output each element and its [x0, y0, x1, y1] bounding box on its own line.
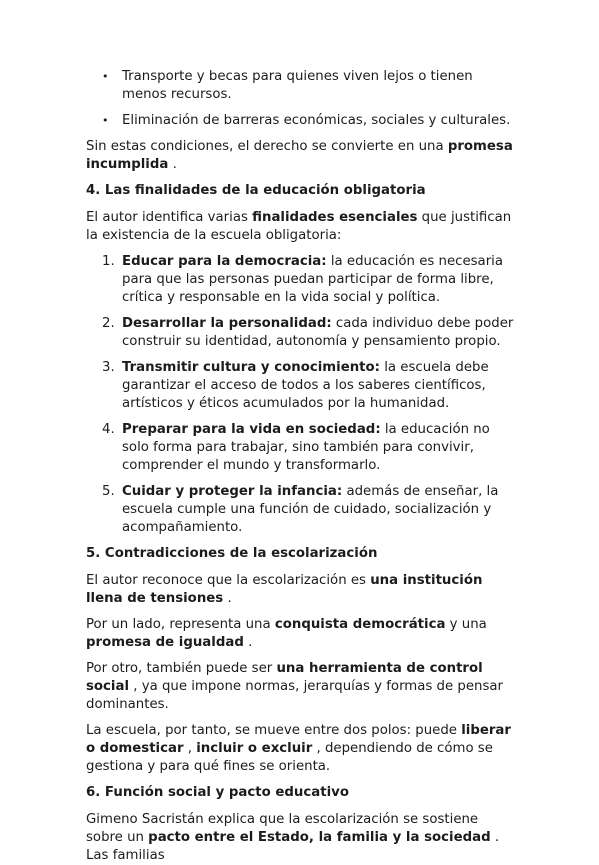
bullet-text: Eliminación de barreras económicas, sociales y culturales.	[122, 113, 511, 128]
text-run: Sin estas condiciones, el derecho se convierte en una	[86, 139, 448, 154]
paragraph-por-un-lado	[86, 616, 519, 652]
text-run: El autor identifica varias	[86, 210, 253, 225]
bold-run: promesa incumplida	[86, 139, 513, 172]
list-item	[86, 112, 519, 130]
text-run: ,	[183, 741, 197, 756]
paragraph-autor-identifica	[86, 209, 519, 245]
text-run: La escuela, por tanto, se mueve entre dos polos: puede	[86, 723, 462, 738]
text-run: Gimeno Sacristán explica que la escolarización se sostiene sobre un	[86, 812, 479, 845]
item-title: Desarrollar la personalidad:	[122, 316, 332, 331]
item-title: Preparar para la vida en sociedad:	[122, 422, 381, 437]
bullet-icon: •	[102, 70, 109, 83]
list-item	[86, 483, 519, 537]
paragraph-la-escuela	[86, 722, 519, 776]
item-text: la educación no solo forma para trabajar, sino también para convivir, comprender el mundo y transformarlo.	[122, 422, 490, 473]
list-item	[86, 421, 519, 475]
bold-run: liberar o domesticar	[86, 723, 511, 756]
text-run: Por un lado, representa una	[86, 617, 275, 632]
bullet-list	[86, 68, 519, 130]
bullet-text: Transporte y becas para quienes viven lejos o tienen menos recursos.	[122, 69, 473, 102]
bold-run: una institución llena de tensiones	[86, 573, 483, 606]
bullet-icon: •	[102, 114, 109, 127]
list-number: 4.	[102, 422, 115, 437]
paragraph-gimeno	[86, 811, 519, 865]
text-run: . Las familias	[86, 830, 500, 863]
text-run: y una	[445, 617, 487, 632]
text-run: .	[243, 635, 253, 650]
list-item	[86, 359, 519, 413]
section-heading-5: 5. Contradicciones de la escolarización	[86, 546, 378, 561]
bold-run: conquista democrática	[274, 617, 446, 632]
bold-run: pacto entre el Estado, la familia y la sociedad	[148, 830, 491, 845]
item-text: cada individuo debe poder construir su identidad, autonomía y pensamiento propio.	[122, 316, 514, 349]
paragraph-sin-condiciones	[86, 138, 519, 174]
item-title: Educar para la democracia:	[122, 254, 327, 269]
item-text: además de enseñar, la escuela cumple una función de cuidado, socialización y acompañamiento.	[122, 484, 499, 535]
text-run: , dependiendo de cómo se gestiona y para qué fines se orienta.	[86, 741, 493, 774]
list-number: 5.	[102, 484, 115, 499]
item-title: Cuidar y proteger la infancia:	[122, 484, 343, 499]
text-run: .	[223, 591, 232, 606]
list-number: 2.	[102, 316, 115, 331]
bold-run: promesa de igualdad	[86, 635, 244, 650]
item-text: la escuela debe garantizar el acceso de todos a los saberes científicos, artísticos y éticos acumulados por la humanidad.	[122, 360, 489, 411]
list-item	[86, 315, 519, 351]
list-number: 1.	[102, 254, 115, 269]
text-run: que justifican la existencia de la escuela obligatoria:	[86, 210, 512, 243]
bold-run: incluir o excluir	[196, 741, 313, 756]
bold-run: finalidades esenciales	[252, 210, 418, 225]
section-heading-6: 6. Función social y pacto educativo	[86, 785, 349, 800]
paragraph-tensiones	[86, 572, 519, 608]
list-item	[86, 253, 519, 307]
bold-run: una herramienta de control social	[86, 661, 483, 694]
numbered-list	[86, 253, 519, 537]
list-item	[86, 68, 519, 104]
item-text: la educación es necesaria para que las personas puedan participar de forma libre, crítica y responsable en la vida social y política.	[122, 254, 504, 305]
list-number: 3.	[102, 360, 115, 375]
section-heading-4: 4. Las finalidades de la educación obligatoria	[86, 183, 426, 198]
text-run: Por otro, también puede ser	[86, 661, 277, 676]
item-title: Transmitir cultura y conocimiento:	[122, 360, 380, 375]
text-run: El autor reconoce que la escolarización es	[86, 573, 371, 588]
paragraph-por-otro	[86, 660, 519, 714]
text-run: , ya que impone normas, jerarquías y formas de pensar dominantes.	[86, 679, 503, 712]
text-run: .	[168, 157, 177, 172]
